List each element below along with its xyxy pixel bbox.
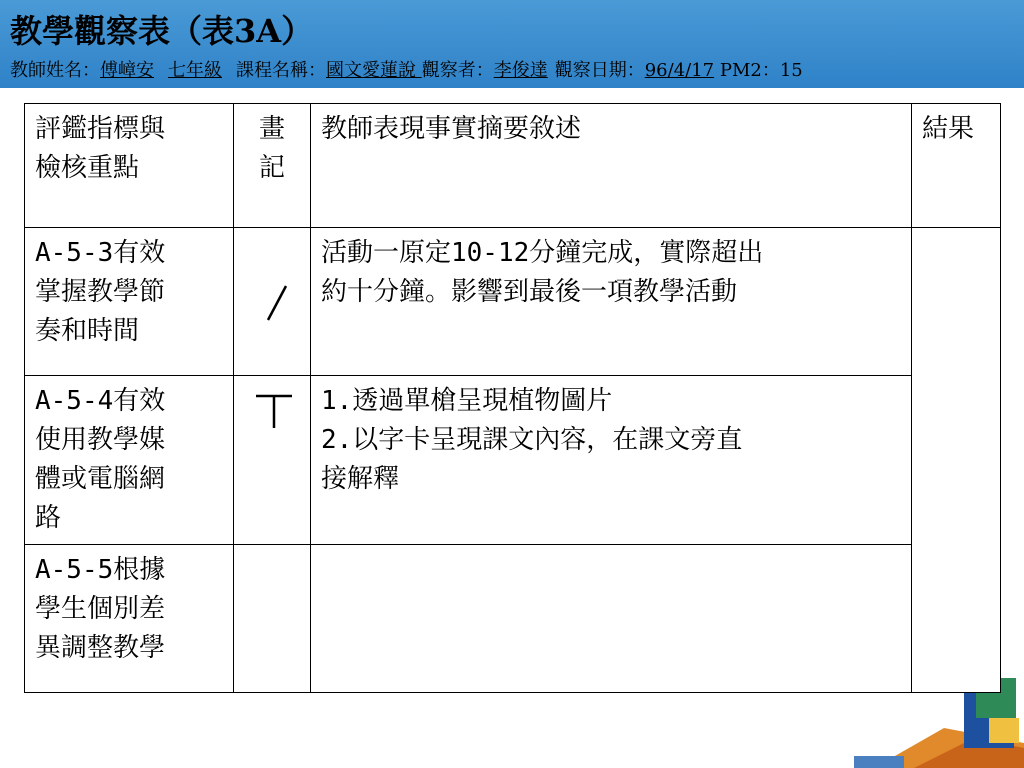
header-result: 結果 <box>912 104 1001 228</box>
date-value: 96/4/17 <box>644 60 715 81</box>
teacher-name: 傅嶂安 <box>100 60 154 81</box>
header-summary: 教師表現事實摘要敘述 <box>311 104 912 228</box>
summary-cell: 1.透過單槍呈現植物圖片 2.以字卡呈現課文內容，在課文旁直 接解釋 <box>311 376 912 545</box>
criteria-cell: A-5-5根據 學生個別差 異調整教學 <box>25 545 234 693</box>
result-cell <box>912 228 1001 693</box>
header-tally: 畫 記 <box>234 104 311 228</box>
grade-value: 七年級 <box>168 60 222 81</box>
date-label: 觀察日期： <box>554 60 645 81</box>
page-title: 教學觀察表（表3A） <box>10 12 314 50</box>
summary-cell: 活動一原定10-12分鐘完成，實際超出 約十分鐘。影響到最後一項教學活動 <box>311 228 912 376</box>
tally-cell <box>234 228 311 376</box>
header-info-line <box>10 56 803 82</box>
criteria-cell: A-5-4有效 使用教學媒 體或電腦網 路 <box>25 376 234 545</box>
table-row <box>25 376 1001 545</box>
observer-name: 李俊達 <box>493 60 548 81</box>
teacher-label: 教師姓名： <box>10 60 100 81</box>
table-row <box>25 545 1001 693</box>
deco-yellow-shape <box>989 718 1019 743</box>
header-criteria: 評鑑指標與 檢核重點 <box>25 104 234 228</box>
observation-table <box>24 103 1001 693</box>
criteria-cell: A-5-3有效 掌握教學節 奏和時間 <box>25 228 234 376</box>
tally-cell <box>234 376 311 545</box>
tally-cell <box>234 545 311 693</box>
course-label: 課程名稱： <box>236 60 326 81</box>
tally-mark-t <box>244 382 300 442</box>
table-row <box>25 228 1001 376</box>
time-value: PM2：15 <box>714 60 803 81</box>
course-name: 國文愛蓮說 <box>326 60 422 81</box>
tally-mark-slash <box>244 234 300 354</box>
header-banner <box>0 0 1024 88</box>
summary-cell <box>311 545 912 693</box>
table-header-row <box>25 104 1001 228</box>
deco-blue-strip <box>854 756 904 768</box>
observer-label: 觀察者： <box>421 60 494 81</box>
